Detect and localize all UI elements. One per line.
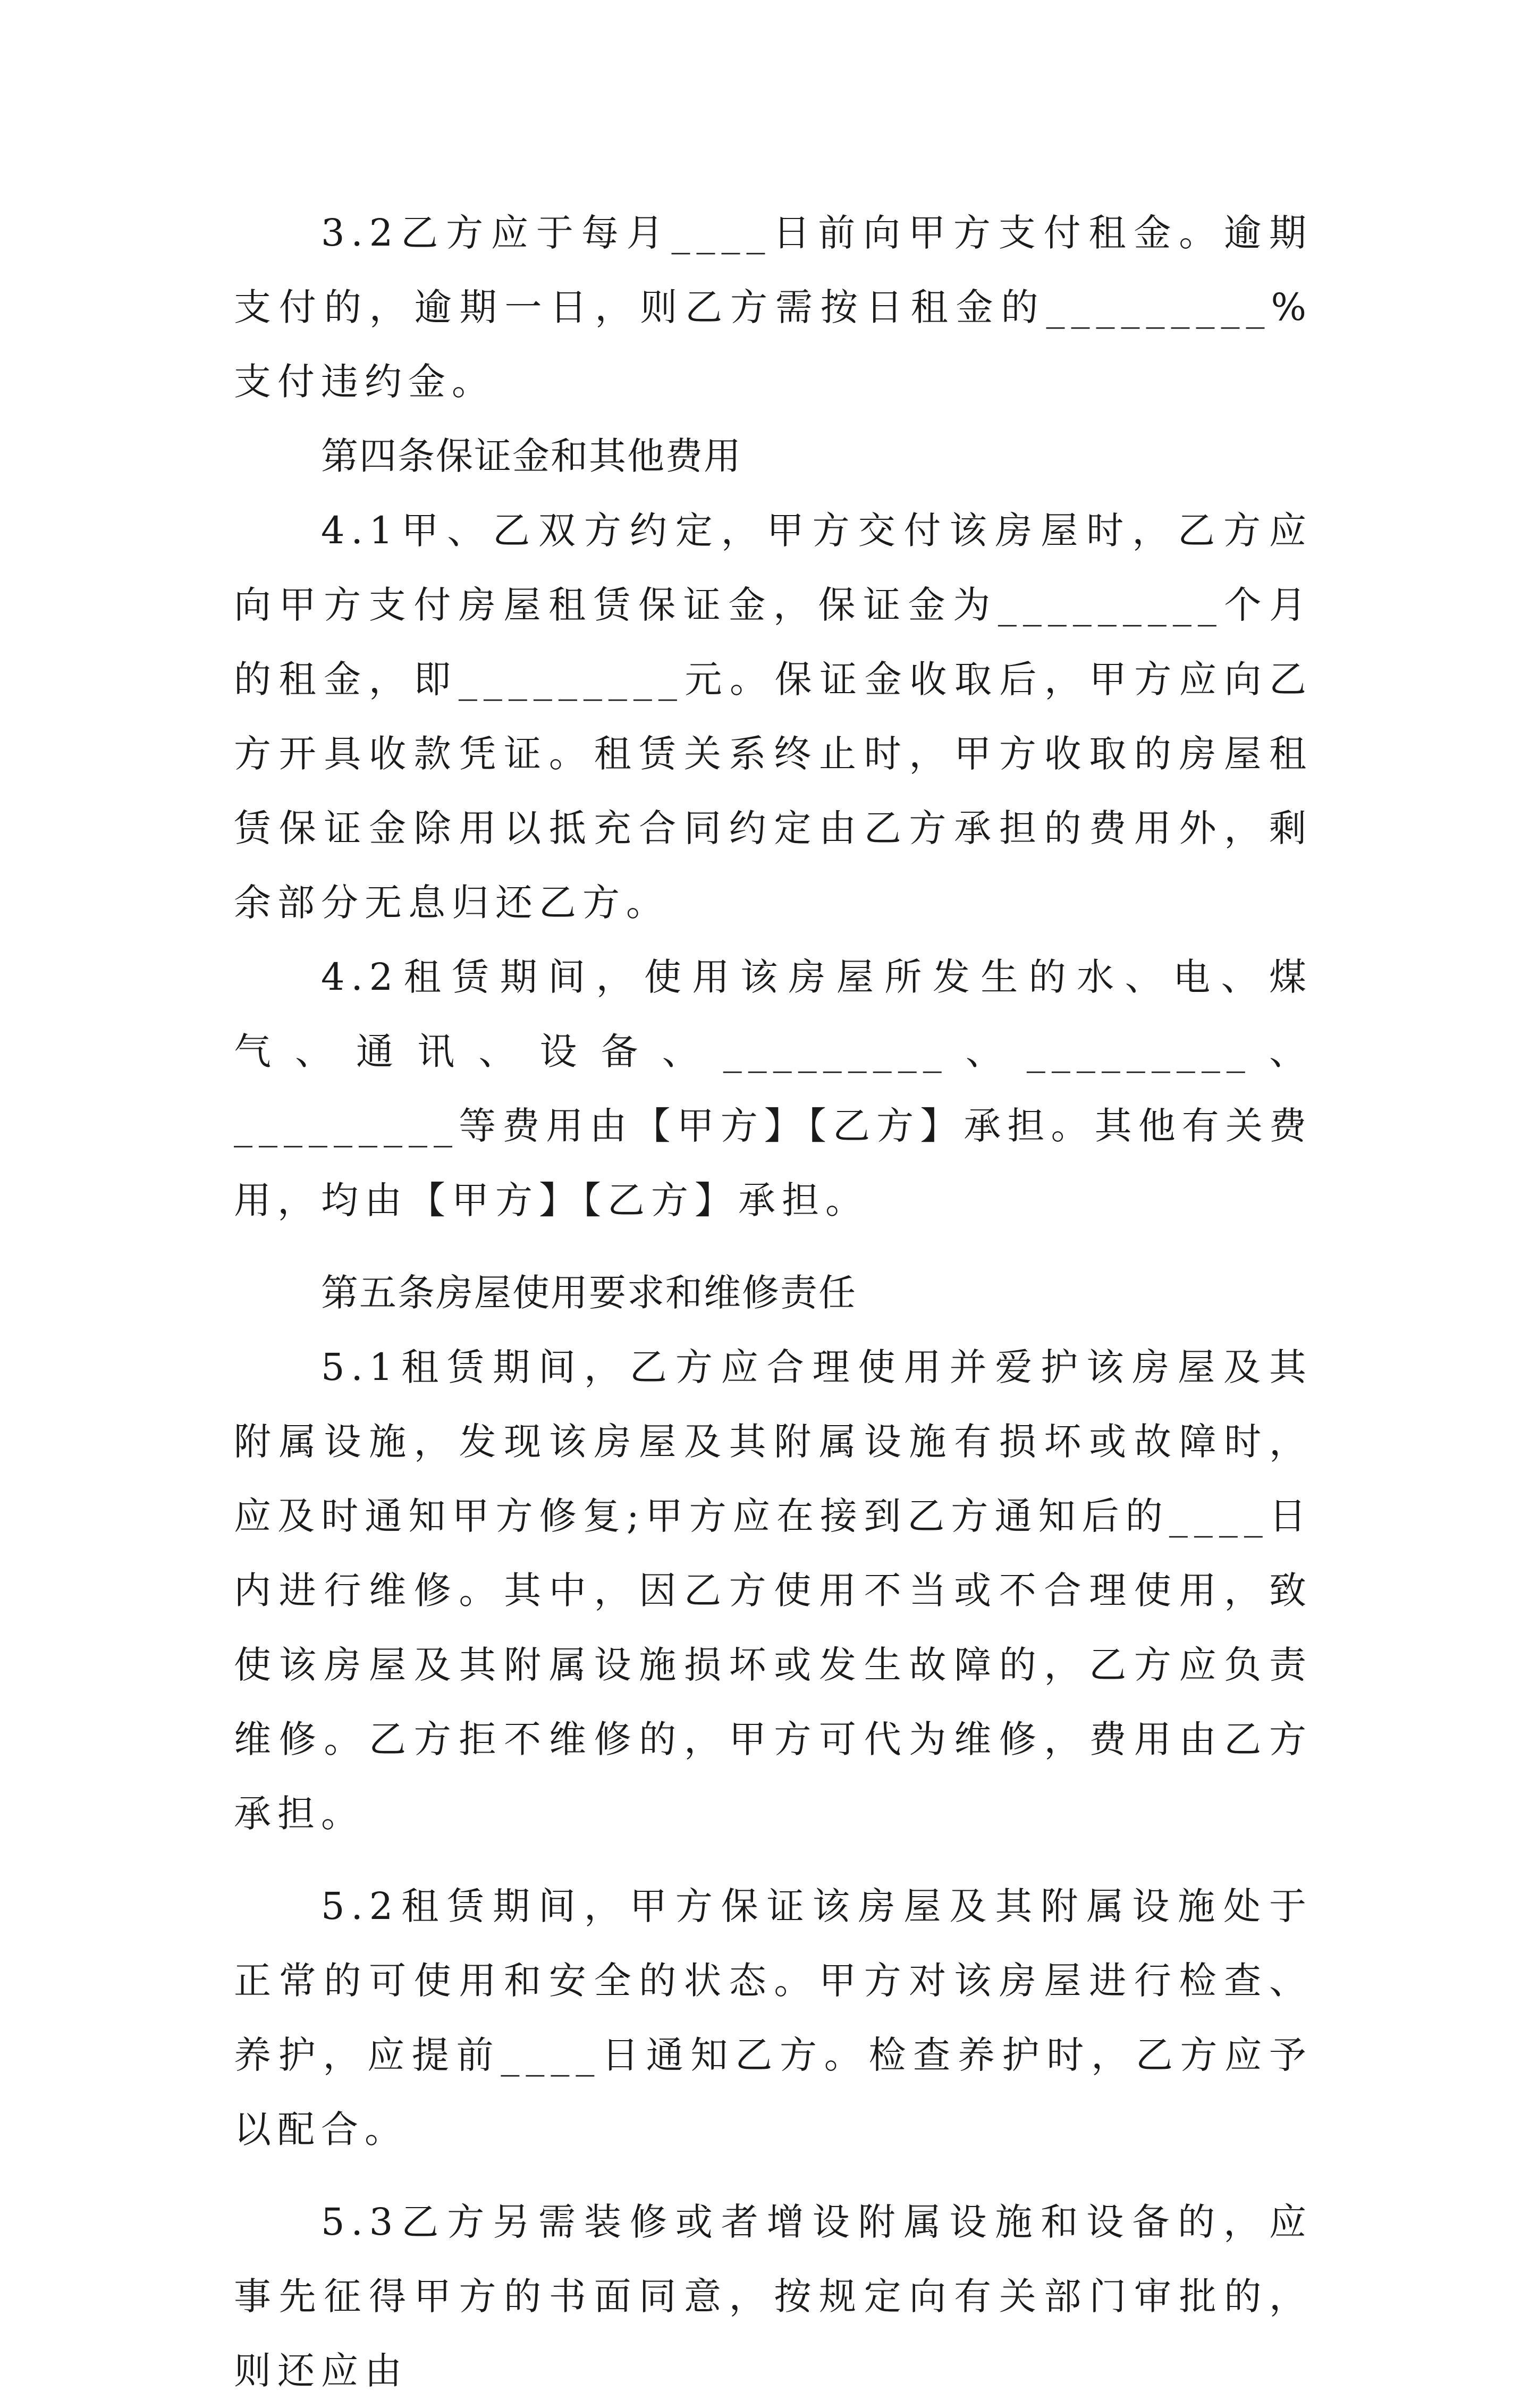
clause-3-2: 3.2乙方应于每月____日前向甲方支付租金。逾期支付的，逾期一日，则乙方需按日租金的_________%支付违约金。 <box>234 211 1313 403</box>
contract-text <box>234 196 1313 2408</box>
clause-5-1: 5.1租赁期间，乙方应合理使用并爱护该房屋及其附属设施，发现该房屋及其附属设施有损坏或故障时，应及时通知甲方修复;甲方应在接到乙方通知后的____日内进行维修。其中，因乙方使用不当或不合理使用，致使该房屋及其附属设施损坏或发生故障的，乙方应负责维修。乙方拒不维修的，甲方可代为维修，费用由乙方承担。 <box>234 1345 1313 1836</box>
article-4-heading: 第四条保证金和其他费用 <box>321 434 742 478</box>
article-5-heading: 第五条房屋使用要求和维修责任 <box>321 1271 857 1315</box>
clause-5-3: 5.3乙方另需装修或者增设附属设施和设备的，应事先征得甲方的书面同意，按规定向有关部门审批的，则还应由 <box>234 2200 1313 2393</box>
clause-5-2: 5.2租赁期间，甲方保证该房屋及其附属设施处于正常的可使用和安全的状态。甲方对该房屋进行检查、养护，应提前____日通知乙方。检查养护时，乙方应予以配合。 <box>234 1884 1313 2151</box>
clause-4-1: 4.1甲、乙双方约定，甲方交付该房屋时，乙方应向甲方支付房屋租赁保证金，保证金为_________个月的租金，即_________元。保证金收取后，甲方应向乙方开具收款凭证。租赁关系终止时，甲方收取的房屋租赁保证金除用以抵充合同约定由乙方承担的费用外，剩余部分无息归还乙方。 <box>234 509 1313 924</box>
clause-4-2: 4.2租赁期间，使用该房屋所发生的水、电、煤气、通讯、设备、_________、_________、_________等费用由【甲方】【乙方】承担。其他有关费用，均由【甲方】【乙方】承担。 <box>234 955 1313 1222</box>
